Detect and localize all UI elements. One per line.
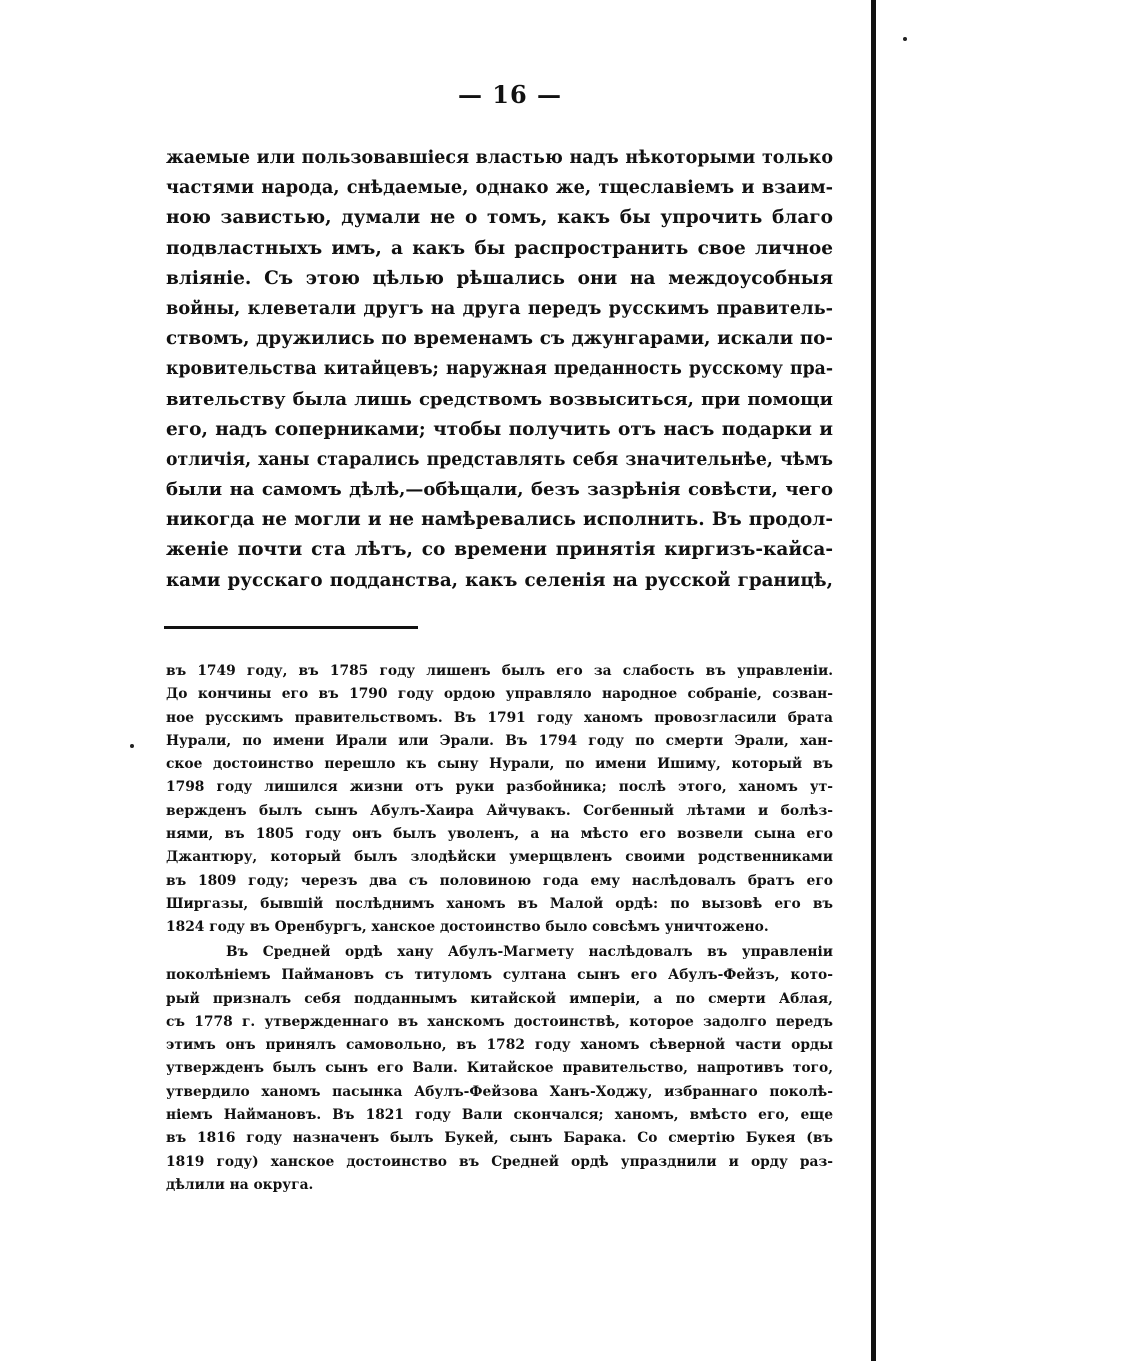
text-line: частями народа, снѣдаемые, однако же, тщеславiемъ и взаим- [166, 177, 833, 199]
margin-speck [130, 744, 134, 748]
footnote-line: дѣлили на округа. [166, 1176, 314, 1193]
text-line: ною завистью, думали не о томъ, какъ бы упрочить благо [166, 207, 833, 229]
footnote-line: 1798 году лишился жизни отъ руки разбойника; послѣ этого, ханомъ ут- [166, 779, 833, 796]
text-line: вительству была лишь средствомъ возвыситься, при помощи [166, 388, 833, 410]
page-number: — 16 — [457, 80, 563, 109]
text-line: ствомъ, дружились по временамъ съ джунгарами, искали по- [166, 328, 833, 350]
text-line: никогда не могли и не намѣревались исполнить. Въ продол- [166, 509, 833, 531]
footnote-block-2 [166, 941, 833, 1197]
text-line: войны, клеветали другъ на друга передъ русскимъ правитель- [166, 297, 833, 319]
footnote-line: вержденъ былъ сынъ Абулъ-Хаира Айчувакъ. Согбенный лѣтами и болѣз- [166, 802, 833, 819]
footnote-line: поколѣнiемъ Паймановъ съ титуломъ султана сынъ его Абулъ-Фейзъ, кото- [166, 967, 833, 984]
text-line: ками русскаго подданства, какъ селенiя на русской границѣ, [166, 569, 833, 591]
text-line: подвластныхъ имъ, а какъ бы распространить свое личное [166, 237, 833, 259]
footnote-line: этимъ онъ принялъ самовольно, въ 1782 году ханомъ сѣверной части орды [166, 1037, 833, 1054]
main-text-block [166, 143, 833, 596]
footnote-line: нями, въ 1805 году онъ былъ уволенъ, а на мѣсто его возвели сына его [166, 826, 833, 843]
text-line: женiе почти ста лѣтъ, со времени принятiя киргизъ-кайса- [166, 539, 833, 561]
footnote-line: Нурали, по имени Ирали или Эрали. Въ 1794 году по смерти Эрали, хан- [166, 732, 833, 749]
text-line: его, надъ соперниками; чтобы получить отъ насъ подарки и [166, 418, 833, 440]
footnote-line: въ 1816 году назначенъ былъ Букей, сынъ Барака. Со смертiю Букея (въ [166, 1130, 833, 1147]
footnote-line: ное русскимъ правительствомъ. Въ 1791 году ханомъ провозгласили брата [166, 709, 833, 726]
text-line: жаемые или пользовавшiеся властью надъ нѣкоторыми только [166, 148, 833, 168]
margin-speck [903, 37, 907, 41]
footnote-line: нiемъ Наймановъ. Въ 1821 году Вали скончался; ханомъ, вмѣсто его, еще [166, 1107, 833, 1124]
footnote-separator [164, 626, 418, 629]
footnote-line: 1824 году въ Оренбургъ, ханское достоинство было совсѣмъ уничтожено. [166, 919, 769, 936]
text-line: были на самомъ дѣлѣ,—обѣщали, безъ зазрѣнiя совѣсти, чего [166, 479, 833, 501]
footnote-line: утвердило ханомъ пасынка Абулъ-Фейзова Ханъ-Ходжу, избраннаго поколѣ- [166, 1083, 833, 1100]
footnote-line: Ширгазы, бывшiй послѣднимъ ханомъ въ Малой ордѣ: по вызовѣ его въ [166, 895, 833, 912]
footnote-line: Джантюру, который былъ злодѣйски умерщвленъ своими родственниками [166, 849, 833, 866]
footnote-line: 1819 году) ханское достоинство въ Средней ордѣ упразднили и орду раз- [166, 1153, 833, 1170]
text-line: влiянiе. Съ этою цѣлью рѣшались они на междоусобныя [166, 267, 833, 289]
page-edge-rule [871, 0, 876, 1361]
text-line: кровительства китайцевъ; наружная преданность русскому пра- [166, 359, 833, 380]
footnote-line: въ 1809 году; черезъ два съ половиною года ему наслѣдовалъ братъ его [166, 872, 833, 889]
footnote-line: Въ Средней ордѣ хану Абулъ-Магмету наслѣдовалъ въ управленiи [226, 944, 833, 960]
footnote-line: въ 1749 году, въ 1785 году лишенъ былъ его за слабость въ управленiи. [166, 663, 833, 679]
text-line: отличiя, ханы старались представлять себя значительнѣе, чѣмъ [166, 449, 833, 470]
footnote-line: утвержденъ былъ сынъ его Вали. Китайское правительство, напротивъ того, [166, 1060, 833, 1077]
footnote-line: рый призналъ себя подданнымъ китайской имперiи, а по смерти Аблая, [166, 990, 833, 1007]
footnote-block-1 [166, 660, 833, 940]
footnote-line: ское достоинство перешло къ сыну Нурали, по имени Ишиму, который въ [166, 756, 833, 773]
footnote-line: До кончины его въ 1790 году ордою управляло народное собранiе, созван- [166, 686, 833, 703]
footnote-line: съ 1778 г. утвержденнаго въ ханскомъ достоинствѣ, которое задолго передъ [166, 1013, 833, 1030]
